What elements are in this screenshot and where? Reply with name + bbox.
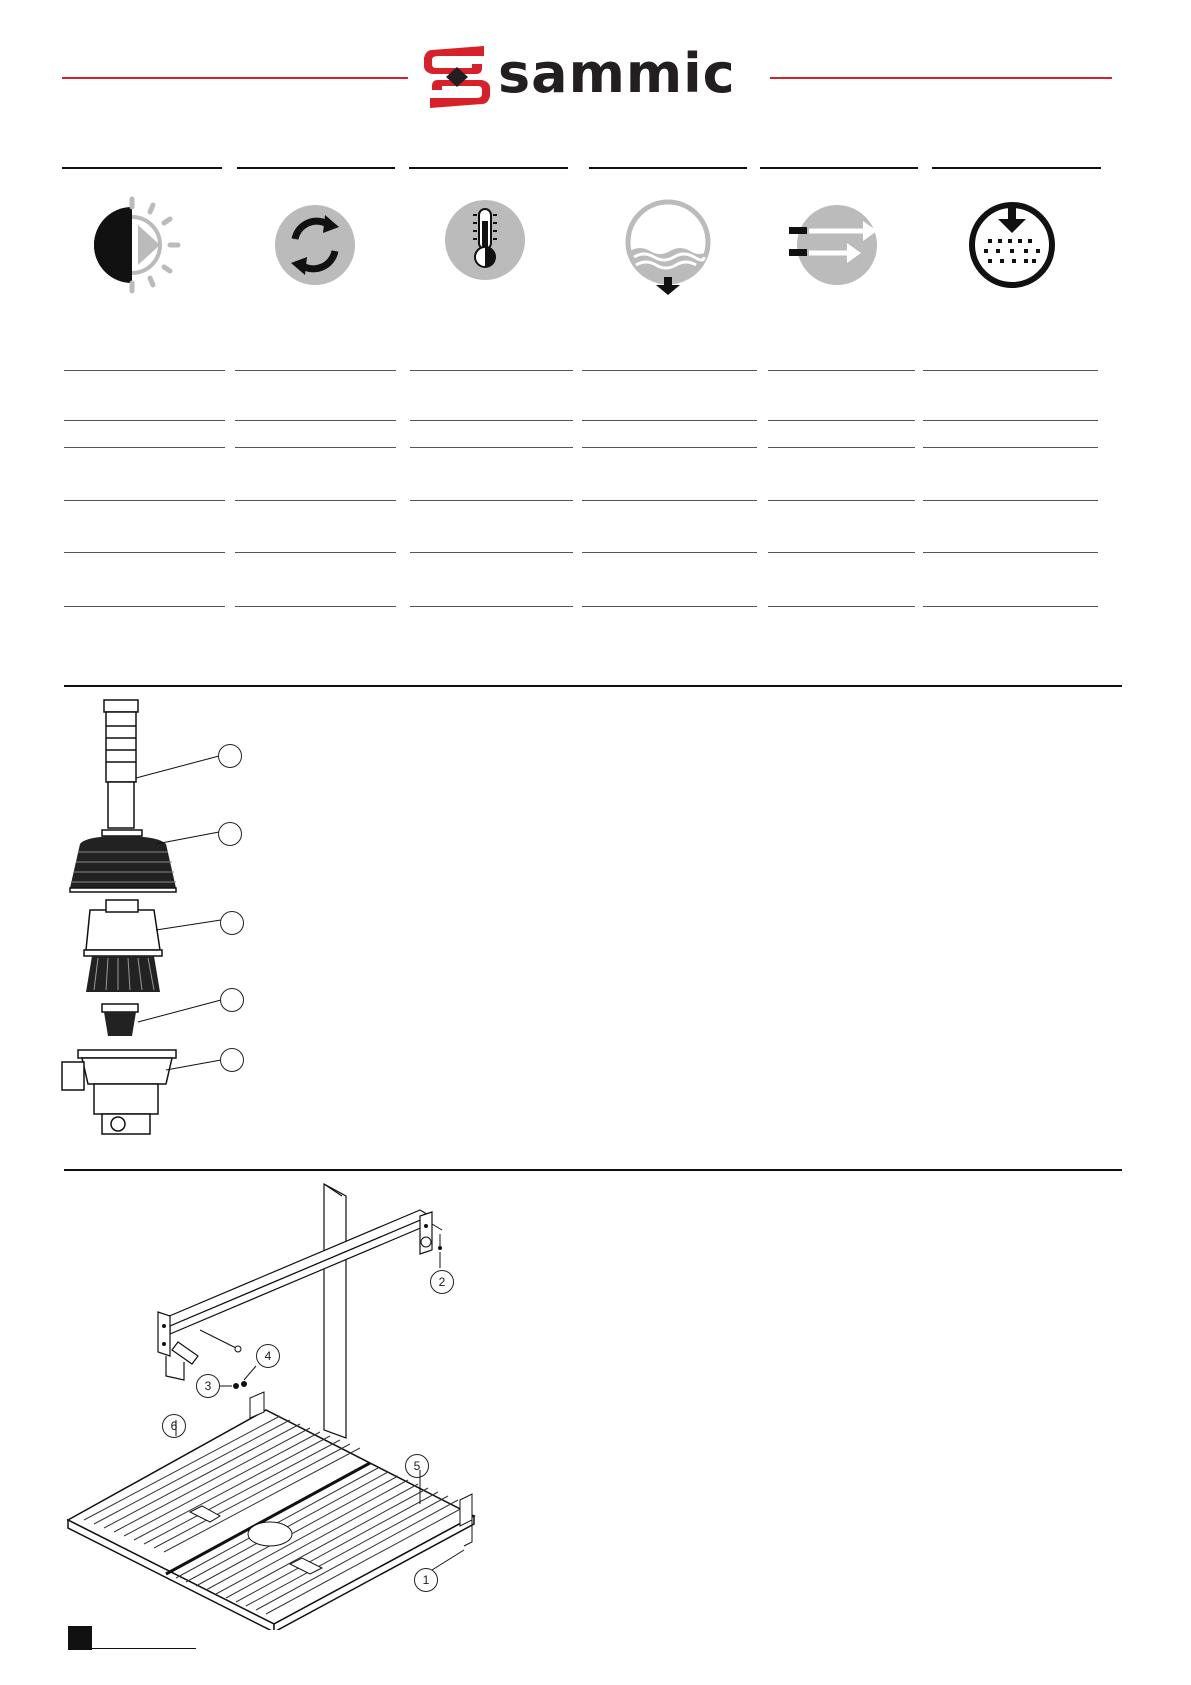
table-rule — [410, 500, 573, 501]
table-rule — [235, 552, 396, 553]
table-rule — [410, 552, 573, 553]
section-divider — [64, 685, 1122, 687]
table-rule — [64, 552, 225, 553]
table-rule — [768, 552, 915, 553]
filter-callout — [220, 1048, 244, 1072]
table-rule — [64, 500, 225, 501]
rinse-spray-icon — [962, 195, 1062, 295]
table-rule — [410, 606, 573, 607]
column-rule-6 — [932, 167, 1101, 169]
rack-callout: 2 — [430, 1270, 454, 1294]
rack-callout: 4 — [256, 1344, 280, 1368]
table-rule — [582, 552, 757, 553]
table-rule — [582, 500, 757, 501]
rack-callout: 6 — [162, 1414, 186, 1438]
table-rule — [768, 606, 915, 607]
table-rule — [410, 447, 573, 448]
filter-callout — [218, 744, 242, 768]
column-rule-4 — [589, 167, 747, 169]
table-rule — [235, 420, 396, 421]
filter-callout — [220, 988, 244, 1012]
drain-icon — [618, 195, 718, 295]
page-number-marker — [68, 1626, 92, 1650]
thermometer-icon — [435, 195, 535, 295]
header-rule-right — [770, 77, 1112, 79]
table-rule — [923, 500, 1098, 501]
table-rule — [64, 370, 225, 371]
table-rule — [235, 606, 396, 607]
sammic-logo — [418, 42, 758, 112]
rack-callout: 1 — [414, 1568, 438, 1592]
table-rule — [410, 420, 573, 421]
column-rule-5 — [760, 167, 918, 169]
inlet-icon — [785, 195, 885, 295]
header-rule-left — [62, 77, 408, 79]
table-rule — [410, 370, 573, 371]
table-rule — [768, 420, 915, 421]
table-rule — [923, 552, 1098, 553]
table-rule — [64, 420, 225, 421]
table-rule — [923, 370, 1098, 371]
table-rule — [582, 370, 757, 371]
rack-callout: 3 — [196, 1374, 220, 1398]
table-rule — [768, 500, 915, 501]
filter-callout — [218, 822, 242, 846]
on-off-icon — [90, 195, 190, 295]
table-rule — [923, 606, 1098, 607]
section-divider — [64, 1169, 1122, 1171]
cycle-icon — [265, 195, 365, 295]
page-footer-rule — [92, 1648, 196, 1649]
table-rule — [235, 447, 396, 448]
table-rule — [64, 606, 225, 607]
table-rule — [235, 370, 396, 371]
table-rule — [768, 370, 915, 371]
table-rule — [235, 500, 396, 501]
brand-name: sammic — [498, 42, 736, 105]
rack-assembly-drawing — [60, 1180, 500, 1630]
table-rule — [582, 420, 757, 421]
table-rule — [64, 447, 225, 448]
column-rule-2 — [237, 167, 395, 169]
table-rule — [768, 447, 915, 448]
column-rule-1 — [62, 167, 222, 169]
table-rule — [582, 606, 757, 607]
sammic-logo-mark-icon — [418, 42, 496, 112]
table-rule — [923, 447, 1098, 448]
column-rule-3 — [409, 167, 568, 169]
rack-callout: 5 — [405, 1454, 429, 1478]
table-rule — [582, 447, 757, 448]
filter-callout — [220, 911, 244, 935]
table-rule — [923, 420, 1098, 421]
